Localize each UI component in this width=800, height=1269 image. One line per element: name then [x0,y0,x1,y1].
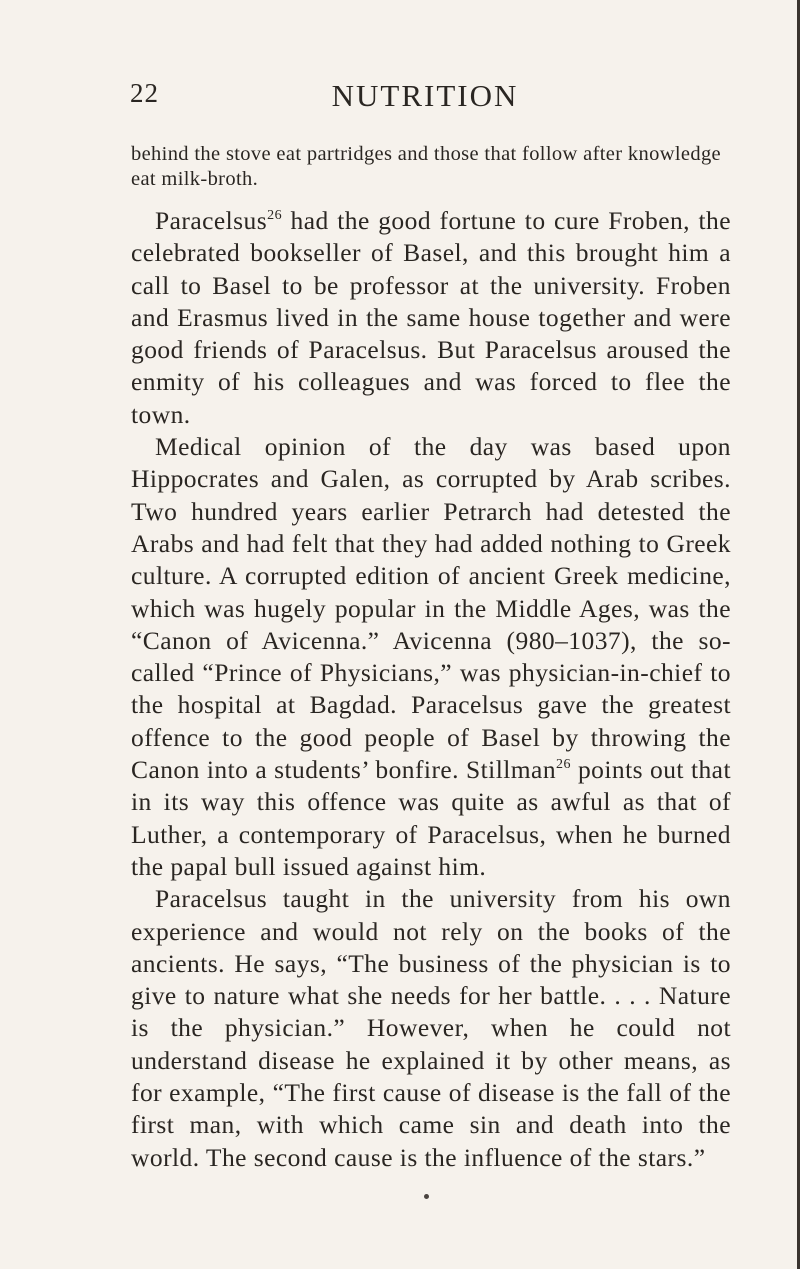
paragraph [131,205,731,431]
paragraph-text: points out that in its way this offence was quite as awful as that of Luther, a contemporary of Paracelsus, when he burned the papal bull issued against him. [131,755,731,881]
running-head: NUTRITION [331,78,519,113]
paragraph-text: had the good fortune to cure Froben, the celebrated bookseller of Basel, and this brought him a call to Basel to be professor at the university. Froben and Erasmus lived in the same house together and were good friends of Paracelsus. But Paracelsus aroused the enmity of his colleagues and was forced to flee the town. [131,206,731,429]
page-number: 22 [130,78,159,108]
paragraph [131,431,731,883]
paragraph [131,883,731,1174]
paragraph-text: Medical opinion of the day was based upon Hippocrates and Galen, as corrupted by Arab scribes. Two hundred years earlier Petrarch had detested the Arabs and had felt that they had added nothing to Greek culture. A corrupted edition of ancient Greek medicine, which was hugely popular in the Middle Ages, was the “Canon of Avicenna.” Avicenna (980–1037), the so-called “Prince of Physicians,” was physician-in-chief to the hospital at Bagdad. Paracelsus gave the greatest offence to the good people of Basel by throwing the Canon into a students’ bonfire. Stillman [131,432,731,785]
page-header [130,78,720,122]
paragraph-text: Paracelsus taught in the university from his own experience and would not rely on the books of the ancients. He says, “The business of the physician is to give to nature what she needs for her battle. . . . Nature is the physician.” However, when he could not understand disease he explained it by other means, as for example, “The first cause of disease is the fall of the first man, with which came sin and death into the world. The second cause is the influence of the stars.” [131,884,731,1172]
footnote-ref: 26 [267,208,283,223]
quote-continuation: behind the stove eat partridges and those that follow after knowledge eat milk-broth. [131,143,722,190]
body-text [131,205,731,1174]
ink-speck [424,1194,429,1199]
footnote-ref: 26 [556,757,571,773]
paragraph-text: Paracelsus [155,206,268,235]
